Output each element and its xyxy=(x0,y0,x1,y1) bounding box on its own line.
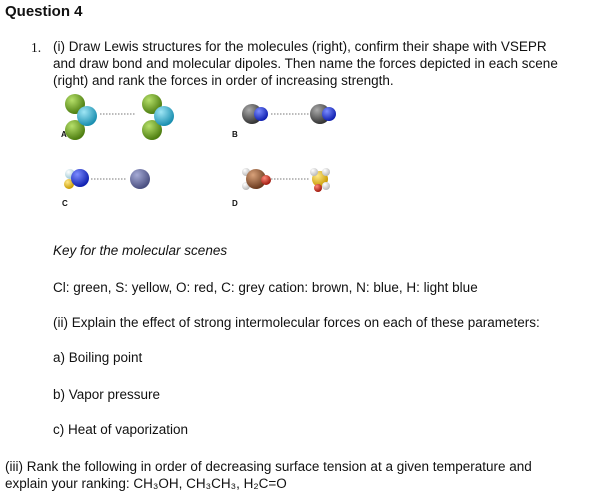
part-i-line-3: (right) and rank the forces in order of increasing strength. xyxy=(53,73,394,88)
scene-label-a: A xyxy=(61,130,67,139)
compound-formaldehyde: H₂C=O xyxy=(243,476,287,491)
molecular-scene-b xyxy=(238,100,348,130)
part-ii-item-a: a) Boiling point xyxy=(53,350,143,365)
molecular-scene-c xyxy=(60,162,170,196)
question-number: 1. xyxy=(31,40,42,55)
scene-label-c: C xyxy=(62,199,68,208)
part-iii-prefix: explain your ranking: xyxy=(5,476,134,491)
compound-methanol: CH₃OH xyxy=(133,476,179,491)
molecular-scene-a xyxy=(55,92,185,142)
part-ii-prompt: (ii) Explain the effect of strong intermolecular forces on each of these parameters: xyxy=(53,315,540,330)
molecular-scene-d xyxy=(238,162,348,196)
part-iii-line-1: (iii) Rank the following in order of decreasing surface tension at a given temperature and xyxy=(5,459,532,474)
part-i-line-2: and draw bond and molecular dipoles. Then name the forces depicted in each scene xyxy=(53,56,558,71)
part-i-line-1: (i) Draw Lewis structures for the molecules (right), confirm their shape with VSEPR xyxy=(53,39,547,54)
scene-label-d: D xyxy=(232,199,238,208)
part-iii-line-2: explain your ranking: CH₃OH, CH₃CH₃, H₂C=O xyxy=(5,476,287,491)
question-title: Question 4 xyxy=(5,3,83,20)
key-text: Cl: green, S: yellow, O: red, C: grey cation: brown, N: blue, H: light blue xyxy=(53,280,478,295)
scene-label-b: B xyxy=(232,130,238,139)
part-ii-item-b: b) Vapor pressure xyxy=(53,387,161,402)
key-heading: Key for the molecular scenes xyxy=(53,243,228,258)
compound-ethane: CH₃CH₃ xyxy=(186,476,237,491)
part-ii-item-c: c) Heat of vaporization xyxy=(53,422,189,437)
